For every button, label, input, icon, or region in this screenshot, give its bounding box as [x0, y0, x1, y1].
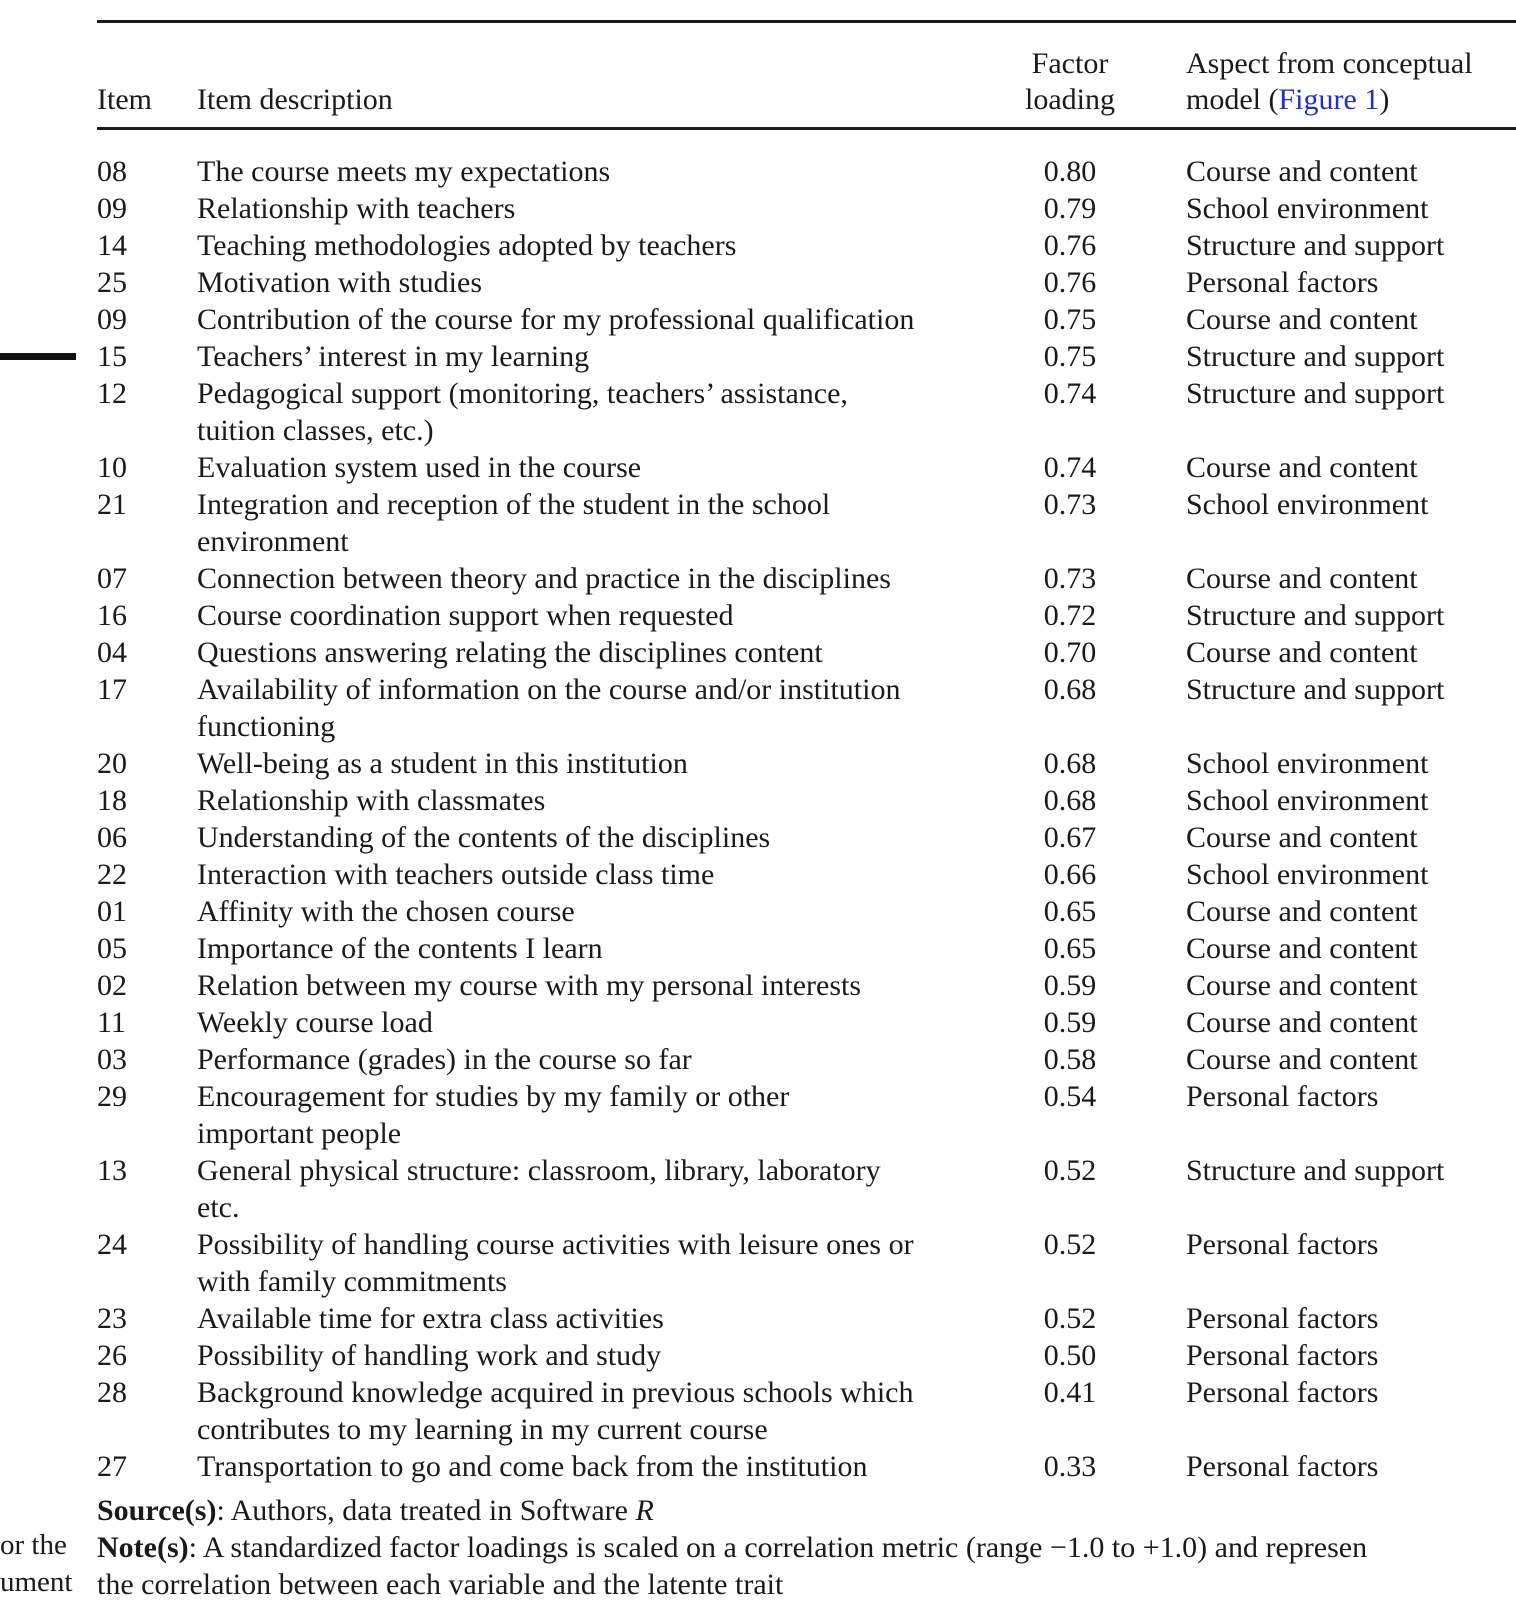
- row-aspect: School environment: [1186, 488, 1429, 521]
- row-item-description: Understanding of the contents of the disciplines: [197, 821, 771, 854]
- row-item-description: Relation between my course with my personal interests: [197, 969, 861, 1002]
- row-item-description: The course meets my expectations: [197, 155, 611, 188]
- row-item-description: Relationship with teachers: [197, 192, 516, 225]
- header-factor-line-1: Factor: [1031, 47, 1109, 80]
- table-row: [0, 1152, 1516, 1226]
- row-item-description: Relationship with classmates: [197, 784, 546, 817]
- header-item: Item: [97, 83, 152, 116]
- header-factor-line-2: loading: [1025, 83, 1115, 116]
- table-row: [0, 1078, 1516, 1152]
- row-item-description: General physical structure: classroom, library, laboratory etc.: [197, 1154, 881, 1224]
- row-item-description: Performance (grades) in the course so far: [197, 1043, 692, 1076]
- table-row: [0, 264, 1516, 301]
- row-item-description: Course coordination support when requested: [197, 599, 734, 632]
- row-aspect: Personal factors: [1186, 1339, 1379, 1372]
- row-factor-loading: 0.58: [1043, 1043, 1097, 1076]
- row-aspect: Course and content: [1186, 932, 1418, 965]
- row-aspect: Personal factors: [1186, 1228, 1379, 1261]
- row-factor-loading: 0.68: [1043, 784, 1097, 817]
- row-aspect: Course and content: [1186, 155, 1418, 188]
- row-item-number: 07: [97, 562, 127, 595]
- row-aspect: School environment: [1186, 747, 1429, 780]
- table-row: [0, 560, 1516, 597]
- table-row: [0, 671, 1516, 745]
- row-item-description: Weekly course load: [197, 1006, 433, 1039]
- table-row: [0, 856, 1516, 893]
- row-aspect: Course and content: [1186, 303, 1418, 336]
- row-factor-loading: 0.75: [1043, 303, 1097, 336]
- source-italic: R: [635, 1494, 654, 1527]
- row-item-description: Evaluation system used in the course: [197, 451, 642, 484]
- row-aspect: Course and content: [1186, 562, 1418, 595]
- row-factor-loading: 0.67: [1043, 821, 1097, 854]
- row-factor-loading: 0.74: [1043, 451, 1097, 484]
- row-item-number: 17: [97, 673, 127, 706]
- row-item-description: Integration and reception of the student in the school environment: [197, 488, 831, 558]
- table-row: [0, 1004, 1516, 1041]
- row-item-number: 26: [97, 1339, 127, 1372]
- source-label: Source(s): [97, 1494, 217, 1527]
- row-item-description: Contribution of the course for my professional qualification: [197, 303, 915, 336]
- row-factor-loading: 0.65: [1043, 895, 1097, 928]
- row-item-number: 15: [97, 340, 127, 373]
- row-item-number: 09: [97, 303, 127, 336]
- table-row: [0, 634, 1516, 671]
- row-aspect: Structure and support: [1186, 673, 1445, 706]
- row-factor-loading: 0.72: [1043, 599, 1097, 632]
- row-factor-loading: 0.33: [1043, 1450, 1097, 1483]
- row-aspect: Personal factors: [1186, 1450, 1379, 1483]
- row-aspect: Course and content: [1186, 451, 1418, 484]
- row-item-number: 12: [97, 377, 127, 410]
- table-header-rule: [97, 127, 1516, 130]
- row-item-number: 14: [97, 229, 127, 262]
- table-row: [0, 1041, 1516, 1078]
- row-item-description: Availability of information on the course and/or institution functioning: [197, 673, 901, 743]
- table-row: [0, 190, 1516, 227]
- row-aspect: Course and content: [1186, 895, 1418, 928]
- table-row: [0, 893, 1516, 930]
- row-item-number: 21: [97, 488, 127, 521]
- row-item-number: 13: [97, 1154, 127, 1187]
- row-item-number: 27: [97, 1450, 127, 1483]
- note-line-1: [97, 1529, 1516, 1566]
- row-aspect: Structure and support: [1186, 599, 1445, 632]
- row-aspect: Structure and support: [1186, 229, 1445, 262]
- table-row: [0, 153, 1516, 190]
- row-item-number: 28: [97, 1376, 127, 1409]
- row-item-description: Affinity with the chosen course: [197, 895, 575, 928]
- row-item-number: 16: [97, 599, 127, 632]
- table-row: [0, 338, 1516, 375]
- row-factor-loading: 0.68: [1043, 747, 1097, 780]
- source-line: [97, 1492, 1516, 1529]
- row-item-number: 01: [97, 895, 127, 928]
- row-aspect: Personal factors: [1186, 1376, 1379, 1409]
- row-aspect: Structure and support: [1186, 340, 1445, 373]
- row-item-description: Teachers’ interest in my learning: [197, 340, 590, 373]
- row-factor-loading: 0.76: [1043, 229, 1097, 262]
- row-aspect: Course and content: [1186, 821, 1418, 854]
- header-factor-loading: [1000, 46, 1140, 118]
- table-row: [0, 1337, 1516, 1374]
- row-item-number: 09: [97, 192, 127, 225]
- table-row: [0, 597, 1516, 634]
- row-item-number: 06: [97, 821, 127, 854]
- table-row: [0, 819, 1516, 856]
- row-factor-loading: 0.70: [1043, 636, 1097, 669]
- row-factor-loading: 0.75: [1043, 340, 1097, 373]
- table-row: [0, 930, 1516, 967]
- row-factor-loading: 0.79: [1043, 192, 1097, 225]
- row-aspect: School environment: [1186, 858, 1429, 891]
- row-item-description: Teaching methodologies adopted by teachers: [197, 229, 737, 262]
- table-row: [0, 449, 1516, 486]
- table-row: [0, 745, 1516, 782]
- row-factor-loading: 0.76: [1043, 266, 1097, 299]
- row-item-description: Available time for extra class activities: [197, 1302, 664, 1335]
- row-aspect: Personal factors: [1186, 1302, 1379, 1335]
- row-aspect: Personal factors: [1186, 1080, 1379, 1113]
- row-factor-loading: 0.59: [1043, 969, 1097, 1002]
- row-aspect: Course and content: [1186, 1043, 1418, 1076]
- table-row: [0, 486, 1516, 560]
- row-factor-loading: 0.73: [1043, 562, 1097, 595]
- row-item-number: 25: [97, 266, 127, 299]
- row-item-description: Questions answering relating the disciplines content: [197, 636, 823, 669]
- row-item-number: 23: [97, 1302, 127, 1335]
- row-factor-loading: 0.80: [1043, 155, 1097, 188]
- source-text: : Authors, data treated in Software: [216, 1494, 636, 1527]
- row-aspect: Structure and support: [1186, 377, 1445, 410]
- row-item-description: Background knowledge acquired in previous schools which contributes to my learning in my current course: [197, 1376, 914, 1446]
- row-item-description: Pedagogical support (monitoring, teachers’ assistance, tuition classes, etc.): [197, 377, 848, 447]
- row-item-number: 22: [97, 858, 127, 891]
- header-aspect-suffix: ): [1379, 83, 1390, 116]
- row-factor-loading: 0.54: [1043, 1080, 1097, 1113]
- header-aspect-line-2: [1186, 82, 1473, 118]
- row-item-description: Encouragement for studies by my family or other important people: [197, 1080, 790, 1150]
- row-item-number: 24: [97, 1228, 127, 1261]
- table-row: [0, 1374, 1516, 1448]
- table-notes: [97, 1492, 1516, 1603]
- row-item-number: 02: [97, 969, 127, 1002]
- row-item-number: 10: [97, 451, 127, 484]
- row-aspect: School environment: [1186, 784, 1429, 817]
- header-aspect-prefix: model (: [1186, 83, 1279, 116]
- row-item-number: 11: [97, 1006, 126, 1039]
- row-factor-loading: 0.73: [1043, 488, 1097, 521]
- row-factor-loading: 0.59: [1043, 1006, 1097, 1039]
- row-factor-loading: 0.41: [1043, 1376, 1097, 1409]
- row-aspect: Structure and support: [1186, 1154, 1445, 1187]
- row-factor-loading: 0.74: [1043, 377, 1097, 410]
- note-label: Note(s): [97, 1531, 189, 1564]
- row-item-number: 18: [97, 784, 127, 817]
- table-row: [0, 1448, 1516, 1485]
- table-row: [0, 782, 1516, 819]
- table-row: [0, 375, 1516, 449]
- row-item-description: Motivation with studies: [197, 266, 482, 299]
- row-aspect: Course and content: [1186, 636, 1418, 669]
- row-factor-loading: 0.52: [1043, 1228, 1097, 1261]
- table-body: [0, 153, 1516, 1485]
- table-row: [0, 227, 1516, 264]
- row-aspect: Course and content: [1186, 969, 1418, 1002]
- table-top-rule: [97, 20, 1516, 23]
- row-item-description: Interaction with teachers outside class time: [197, 858, 715, 891]
- row-item-number: 08: [97, 155, 127, 188]
- row-aspect: School environment: [1186, 192, 1429, 225]
- row-item-number: 29: [97, 1080, 127, 1113]
- figure-1-link[interactable]: Figure 1: [1278, 83, 1380, 116]
- row-factor-loading: 0.66: [1043, 858, 1097, 891]
- row-aspect: Course and content: [1186, 1006, 1418, 1039]
- row-factor-loading: 0.52: [1043, 1154, 1097, 1187]
- row-item-number: 05: [97, 932, 127, 965]
- row-item-description: Transportation to go and come back from the institution: [197, 1450, 868, 1483]
- margin-caption-line-1: or the: [0, 1529, 67, 1561]
- row-item-description: Well-being as a student in this institution: [197, 747, 688, 780]
- row-aspect: Personal factors: [1186, 266, 1379, 299]
- header-item-description: Item description: [197, 83, 393, 116]
- row-factor-loading: 0.52: [1043, 1302, 1097, 1335]
- header-aspect: [1186, 46, 1473, 118]
- note-text-1: : A standardized factor loadings is scaled on a correlation metric (range −1.0 to +1.0) and represen: [188, 1531, 1368, 1564]
- row-item-number: 20: [97, 747, 127, 780]
- note-line-2: the correlation between each variable and the latente trait: [97, 1568, 784, 1601]
- table-row: [0, 1226, 1516, 1300]
- row-factor-loading: 0.68: [1043, 673, 1097, 706]
- margin-caption-line-2: ument: [0, 1566, 73, 1598]
- header-aspect-line-1: Aspect from conceptual: [1186, 47, 1473, 80]
- row-item-description: Connection between theory and practice in the disciplines: [197, 562, 891, 595]
- row-factor-loading: 0.50: [1043, 1339, 1097, 1372]
- row-factor-loading: 0.65: [1043, 932, 1097, 965]
- table-row: [0, 301, 1516, 338]
- row-item-description: Possibility of handling course activities with leisure ones or with family commitments: [197, 1228, 914, 1298]
- row-item-number: 04: [97, 636, 127, 669]
- row-item-description: Possibility of handling work and study: [197, 1339, 662, 1372]
- table-row: [0, 1300, 1516, 1337]
- row-item-description: Importance of the contents I learn: [197, 932, 603, 965]
- table-row: [0, 967, 1516, 1004]
- row-item-number: 03: [97, 1043, 127, 1076]
